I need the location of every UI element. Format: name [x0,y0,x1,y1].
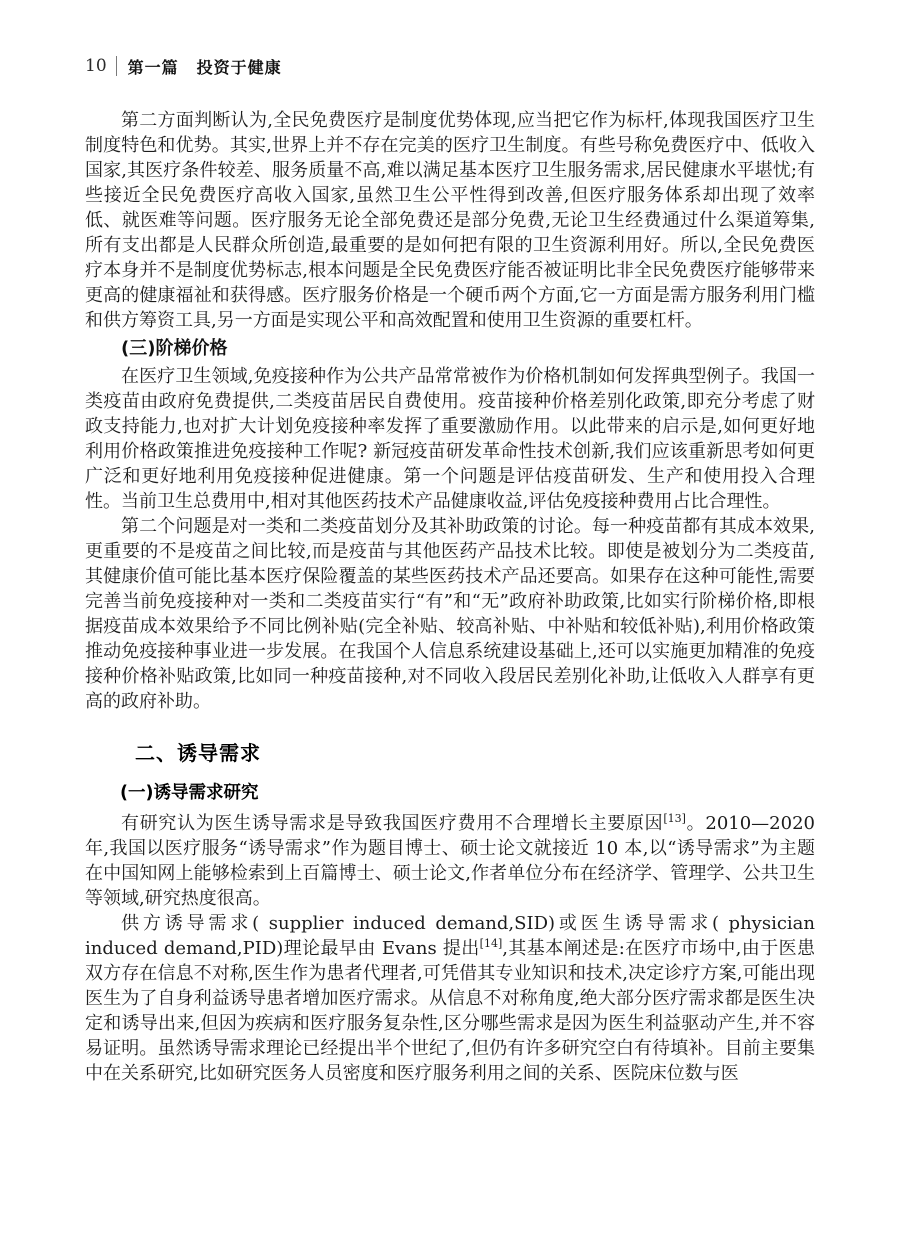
page-number: 10 [85,56,107,76]
section-heading-ladder-price: (三)阶梯价格 [121,338,228,359]
paragraph-sid-theory [85,911,815,1086]
paragraph-text: ,其基本阐述是:在医疗市场中,由于医患双方存在信息不对称,医生作为患者代理者,可凭借其专业知识和技术,决定诊疗方案,可能出现医生为了自身利益诱导患者增加医疗需求。从信息不对称角度,绝大部分医疗需求都是医生决定和诱导出来,但因为疾病和医疗服务复杂性,区分哪些需求是因为医生利益驱动产生,并不容易证明。虽然诱导需求理论已经提出半个世纪了,但仍有许多研究空白有待填补。目前主要集中在关系研究,比如研究医务人员密度和医疗服务利用之间的关系、医院床位数与医 [85,938,815,1084]
subsection-heading-induced-demand-research: (一)诱导需求研究 [120,783,259,803]
citation-ref-14: [14] [479,937,503,950]
paragraph-text: 供方诱导需求( supplier induced demand,SID)或医生诱导需求( physician induced demand,PID)理论最早由 Evans 提出 [85,913,815,959]
header-section-label: 第一篇 [127,57,179,77]
header-title: 投资于健康 [196,57,282,77]
paragraph-induced-demand-research [85,811,815,911]
citation-ref-13: [13] [663,812,686,825]
page-header [85,54,282,78]
paragraph-text: 。2010—2020年,我国以医疗服务“诱导需求”作为题目博士、硕士论文就接近 10 本,以“诱导需求”为主题在中国知网上能够检索到上百篇博士、硕士论文,作者单位分布在经济学、管理学、公共卫生等领域,研究热度很高。 [85,813,815,909]
paragraph-vaccine-subsidy: 第二个问题是对一类和二类疫苗划分及其补助政策的讨论。每一种疫苗都有其成本效果,更重要的不是疫苗之间比较,而是疫苗与其他医药产品技术比较。即使是被划分为二类疫苗,其健康价值可能比基本医疗保险覆盖的某些医药技术产品还要高。如果存在这种可能性,需要完善当前免疫接种对一类和二类疫苗实行“有”和“无”政府补助政策,比如实行阶梯价格,即根据疫苗成本效果给予不同比例补贴(完全补贴、较高补贴、中补贴和较低补贴),利用价格政策推动免疫接种事业进一步发展。在我国个人信息系统建设基础上,还可以实施更加精准的免疫接种价格补贴政策,比如同一种疫苗接种,对不同收入段居民差别化补助,让低收入人群享有更高的政府补助。 [85,516,815,712]
paragraph-vaccination-pricing: 在医疗卫生领域,免疫接种作为公共产品常常被作为价格机制如何发挥典型例子。我国一类疫苗由政府免费提供,二类疫苗居民自费使用。疫苗接种价格差别化政策,即充分考虑了财政支持能力,也对扩大计划免疫接种率发挥了重要激励作用。以此带来的启示是,如何更好地利用价格政策推进免疫接种工作呢? 新冠疫苗研发革命性技术创新,我们应该重新思考如何更广泛和更好地利用免疫接种促进健康。第一个问题是评估疫苗研发、生产和使用投入合理性。当前卫生总费用中,相对其他医药技术产品健康收益,评估免疫接种费用占比合理性。 [85,366,815,512]
section-heading-induced-demand: 二、诱导需求 [135,741,261,765]
paragraph-text: 有研究认为医生诱导需求是导致我国医疗费用不合理增长主要原因 [121,813,664,834]
paragraph-free-healthcare: 第二方面判断认为,全民免费医疗是制度优势体现,应当把它作为标杆,体现我国医疗卫生制度特色和优势。其实,世界上并不存在完美的医疗卫生制度。有些号称免费医疗中、低收入国家,其医疗条件较差、服务质量不高,难以满足基本医疗卫生服务需求,居民健康水平堪忧;有些接近全民免费医疗高收入国家,虽然卫生公平性得到改善,但医疗服务体系却出现了效率低、就医难等问题。医疗服务无论全部免费还是部分免费,无论卫生经费通过什么渠道筹集,所有支出都是人民群众所创造,最重要的是如何把有限的卫生资源利用好。所以,全民免费医疗本身并不是制度优势标志,根本问题是全民免费医疗能否被证明比非全民免费医疗能够带来更高的健康福祉和获得感。医疗服务价格是一个硬币两个方面,它一方面是需方服务利用门槛和供方筹资工具,另一方面是实现公平和高效配置和使用卫生资源的重要杠杆。 [85,110,815,331]
page-content [85,108,815,1086]
header-divider [116,56,117,76]
